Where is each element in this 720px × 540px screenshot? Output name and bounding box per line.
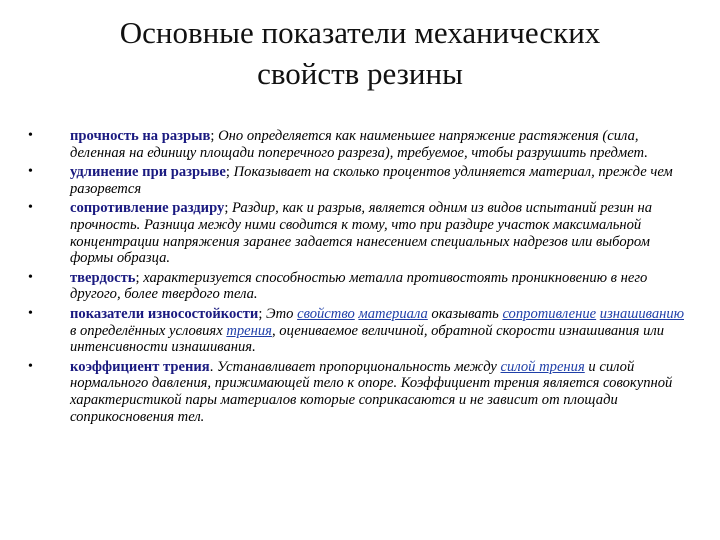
bullet-icon: • bbox=[28, 358, 33, 374]
term-description: Раздир, как и разрыв, является одним из видов испытаний резин на прочность. Разница между ними сводится к тому, что при раздире участок максимальной концентрации напряжения заранее задается нанесением специальных надрезов или выбором формы образца. bbox=[70, 200, 653, 267]
list-item-friction-coefficient bbox=[28, 359, 688, 425]
properties-list bbox=[28, 128, 688, 428]
description-text: в определённых условиях bbox=[70, 322, 227, 339]
term-label: коэффициент трения bbox=[70, 358, 210, 375]
term-label: удлинение при разрыве bbox=[70, 164, 226, 181]
term-separator: ; bbox=[210, 128, 219, 144]
description-text: и силой нормального давления, прижимающей тело к опоре. Коэффициент трения является совокупной характеристикой пары материалов которые соприкасаются и не зависит от площади соприкосновения тел. bbox=[70, 358, 673, 425]
description-text: Устанавливает пропорциональность между bbox=[217, 358, 501, 375]
bullet-icon: • bbox=[28, 200, 33, 216]
term-description: Оно определяется как наименьшее напряжение растяжения (сила, деленная на единицу площади поперечного разреза), требуемое, чтобы разрушить предмет. bbox=[70, 128, 648, 161]
bullet-icon: • bbox=[28, 305, 33, 321]
term-description: характеризуется способностью металла противостоять проникновению в него другого, более твердого тела. bbox=[70, 269, 648, 303]
description-text: Это bbox=[266, 305, 298, 322]
term-label: твердость bbox=[70, 269, 136, 286]
link-friction[interactable]: трения bbox=[226, 322, 272, 339]
list-item-tensile-strength bbox=[28, 128, 688, 161]
slide-title bbox=[40, 12, 680, 94]
term-separator: ; bbox=[225, 164, 234, 181]
link-friction-force[interactable]: силой трения bbox=[500, 358, 585, 375]
term-separator: ; bbox=[224, 200, 233, 217]
term-label: показатели износостойкости bbox=[70, 305, 259, 322]
term-description: Показывает на сколько процентов удлиняется материал, прежде чем разорвется bbox=[70, 164, 673, 197]
link-wear[interactable]: изнашиванию bbox=[599, 305, 684, 322]
slide-title-line-2: свойств резины bbox=[257, 56, 463, 91]
list-item-hardness bbox=[28, 270, 688, 303]
term-separator: ; bbox=[135, 269, 144, 286]
slide-title-line-1: Основные показатели механических bbox=[119, 15, 601, 50]
list-item-elongation bbox=[28, 164, 688, 197]
term-label: сопротивление раздиру bbox=[70, 200, 225, 217]
link-resistance[interactable]: сопротивление bbox=[502, 305, 597, 322]
description-text: , оцениваемое величиной, обратной скорости изнашивания или интенсивности изнашивания. bbox=[70, 322, 665, 356]
link-material[interactable]: материала bbox=[358, 305, 428, 322]
link-property[interactable]: свойство bbox=[297, 305, 355, 322]
bullet-icon: • bbox=[28, 269, 33, 285]
list-item-wear-resistance bbox=[28, 306, 688, 356]
bullet-icon: • bbox=[28, 128, 33, 143]
description-text: оказывать bbox=[427, 305, 503, 322]
list-item-tear-resistance bbox=[28, 200, 688, 266]
bullet-icon: • bbox=[28, 164, 33, 180]
term-label: прочность на разрыв bbox=[70, 128, 211, 144]
term-separator: . bbox=[209, 358, 217, 375]
term-separator: ; bbox=[258, 305, 267, 322]
